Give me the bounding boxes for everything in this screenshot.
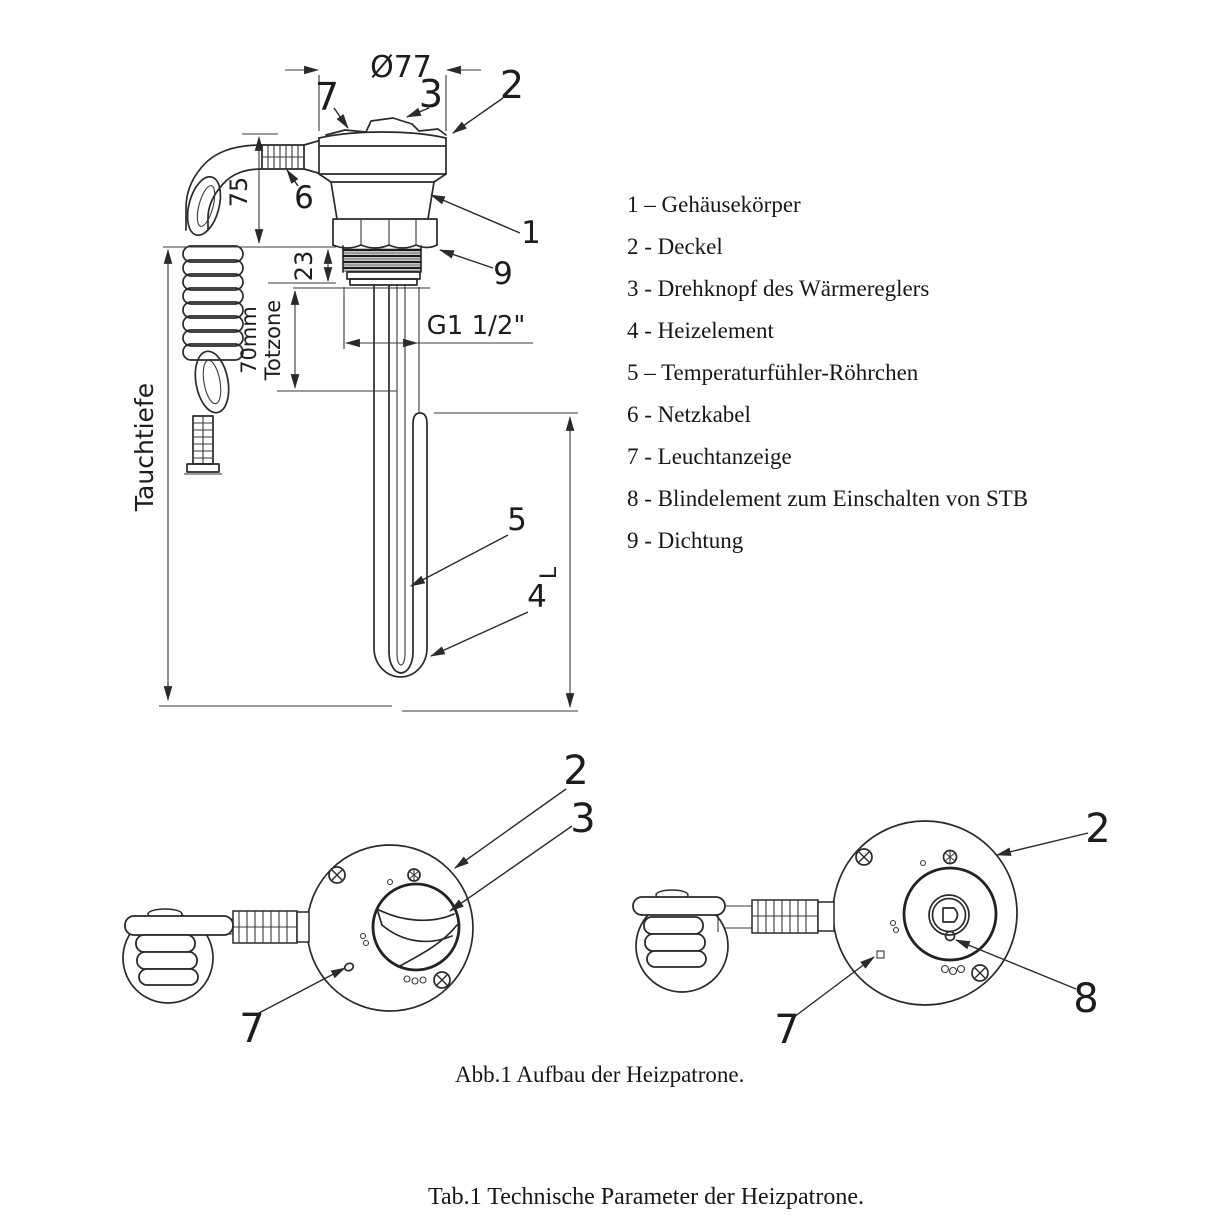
right-view-plug — [633, 890, 834, 992]
legend-item-8 — [627, 478, 1028, 520]
dim-cable-drop-text: 75 — [225, 176, 253, 208]
dim-deadzone-label: Totzone — [261, 299, 285, 381]
cap-and-body-outline — [319, 118, 446, 285]
top-view-with-blind-element — [633, 806, 1111, 1053]
dim-thread-text: G1 1/2" — [426, 311, 526, 341]
indicator-lamp-right — [877, 951, 884, 958]
plug-pins — [184, 416, 222, 474]
legend-item-2 — [627, 226, 1028, 268]
legend-item-6-text: 6 - Netzkabel — [627, 402, 751, 427]
legend-item-5-text: 5 – Temperaturfühler-Röhrchen — [627, 360, 919, 385]
top-view-with-knob — [123, 748, 596, 1052]
callout-7-left-view: 7 — [239, 1006, 265, 1052]
callout-9: 9 — [493, 256, 513, 292]
legend-item-3-text: 3 - Drehknopf des Wärmereglers — [627, 276, 930, 301]
callout-3-left-view: 3 — [570, 796, 596, 842]
dim-element-length — [402, 413, 578, 711]
dim-immersion-depth-text: Tauchtiefe — [130, 382, 159, 512]
left-view-plug — [123, 909, 309, 1003]
dim-diameter-text: Ø77 — [370, 50, 432, 85]
dim-element-length-text: L — [537, 566, 562, 580]
figure-caption: Abb.1 Aufbau der Heizpatrone. — [455, 1062, 745, 1087]
callout-5: 5 — [507, 502, 527, 538]
legend-item-1-text: 1 – Gehäusekörper — [627, 192, 801, 217]
callout-7: 7 — [314, 75, 340, 119]
dim-cable-drop — [225, 134, 278, 243]
callout-2-left-view: 2 — [563, 748, 589, 794]
dim-thread — [344, 287, 533, 412]
legend-item-3 — [627, 268, 1028, 310]
callout-7-right-view: 7 — [774, 1007, 800, 1053]
blind-element — [943, 908, 958, 922]
table-caption: Tab.1 Technische Parameter der Heizpatrone. — [428, 1184, 864, 1210]
callout-3: 3 — [418, 72, 444, 116]
legend-item-6 — [627, 394, 1028, 436]
dim-deadzone-value: 70mm — [237, 306, 261, 374]
main-view-callouts — [287, 63, 547, 656]
dim-deadzone — [237, 288, 430, 391]
blind-element-well — [904, 868, 996, 960]
parts-legend — [627, 184, 1028, 562]
indicator-lamp — [343, 962, 354, 972]
legend-item-8-text: 8 - Blindelement zum Einschalten von STB — [627, 486, 1029, 511]
legend-item-5 — [627, 352, 1028, 394]
callout-2-right-view: 2 — [1085, 806, 1111, 852]
callout-8-right-view: 8 — [1073, 976, 1099, 1022]
main-elevation-view — [130, 50, 578, 711]
callout-2: 2 — [499, 63, 525, 107]
callout-4: 4 — [527, 579, 547, 615]
legend-item-7-text: 7 - Leuchtanzeige — [627, 444, 792, 469]
legend-item-2-text: 2 - Deckel — [627, 234, 723, 259]
left-view-cap-details — [329, 867, 450, 988]
dim-nut-height — [163, 247, 336, 283]
legend-item-9 — [627, 520, 1028, 562]
legend-item-7 — [627, 436, 1028, 478]
thermostat-knob — [373, 884, 459, 970]
callout-6: 6 — [294, 180, 314, 216]
legend-item-1 — [627, 184, 1028, 226]
dim-nut-height-text: 23 — [290, 250, 318, 282]
legend-item-4-text: 4 - Heizelement — [627, 318, 774, 343]
legend-item-9-text: 9 - Dichtung — [627, 528, 744, 553]
legend-item-4 — [627, 310, 1028, 352]
callout-1: 1 — [521, 215, 541, 251]
